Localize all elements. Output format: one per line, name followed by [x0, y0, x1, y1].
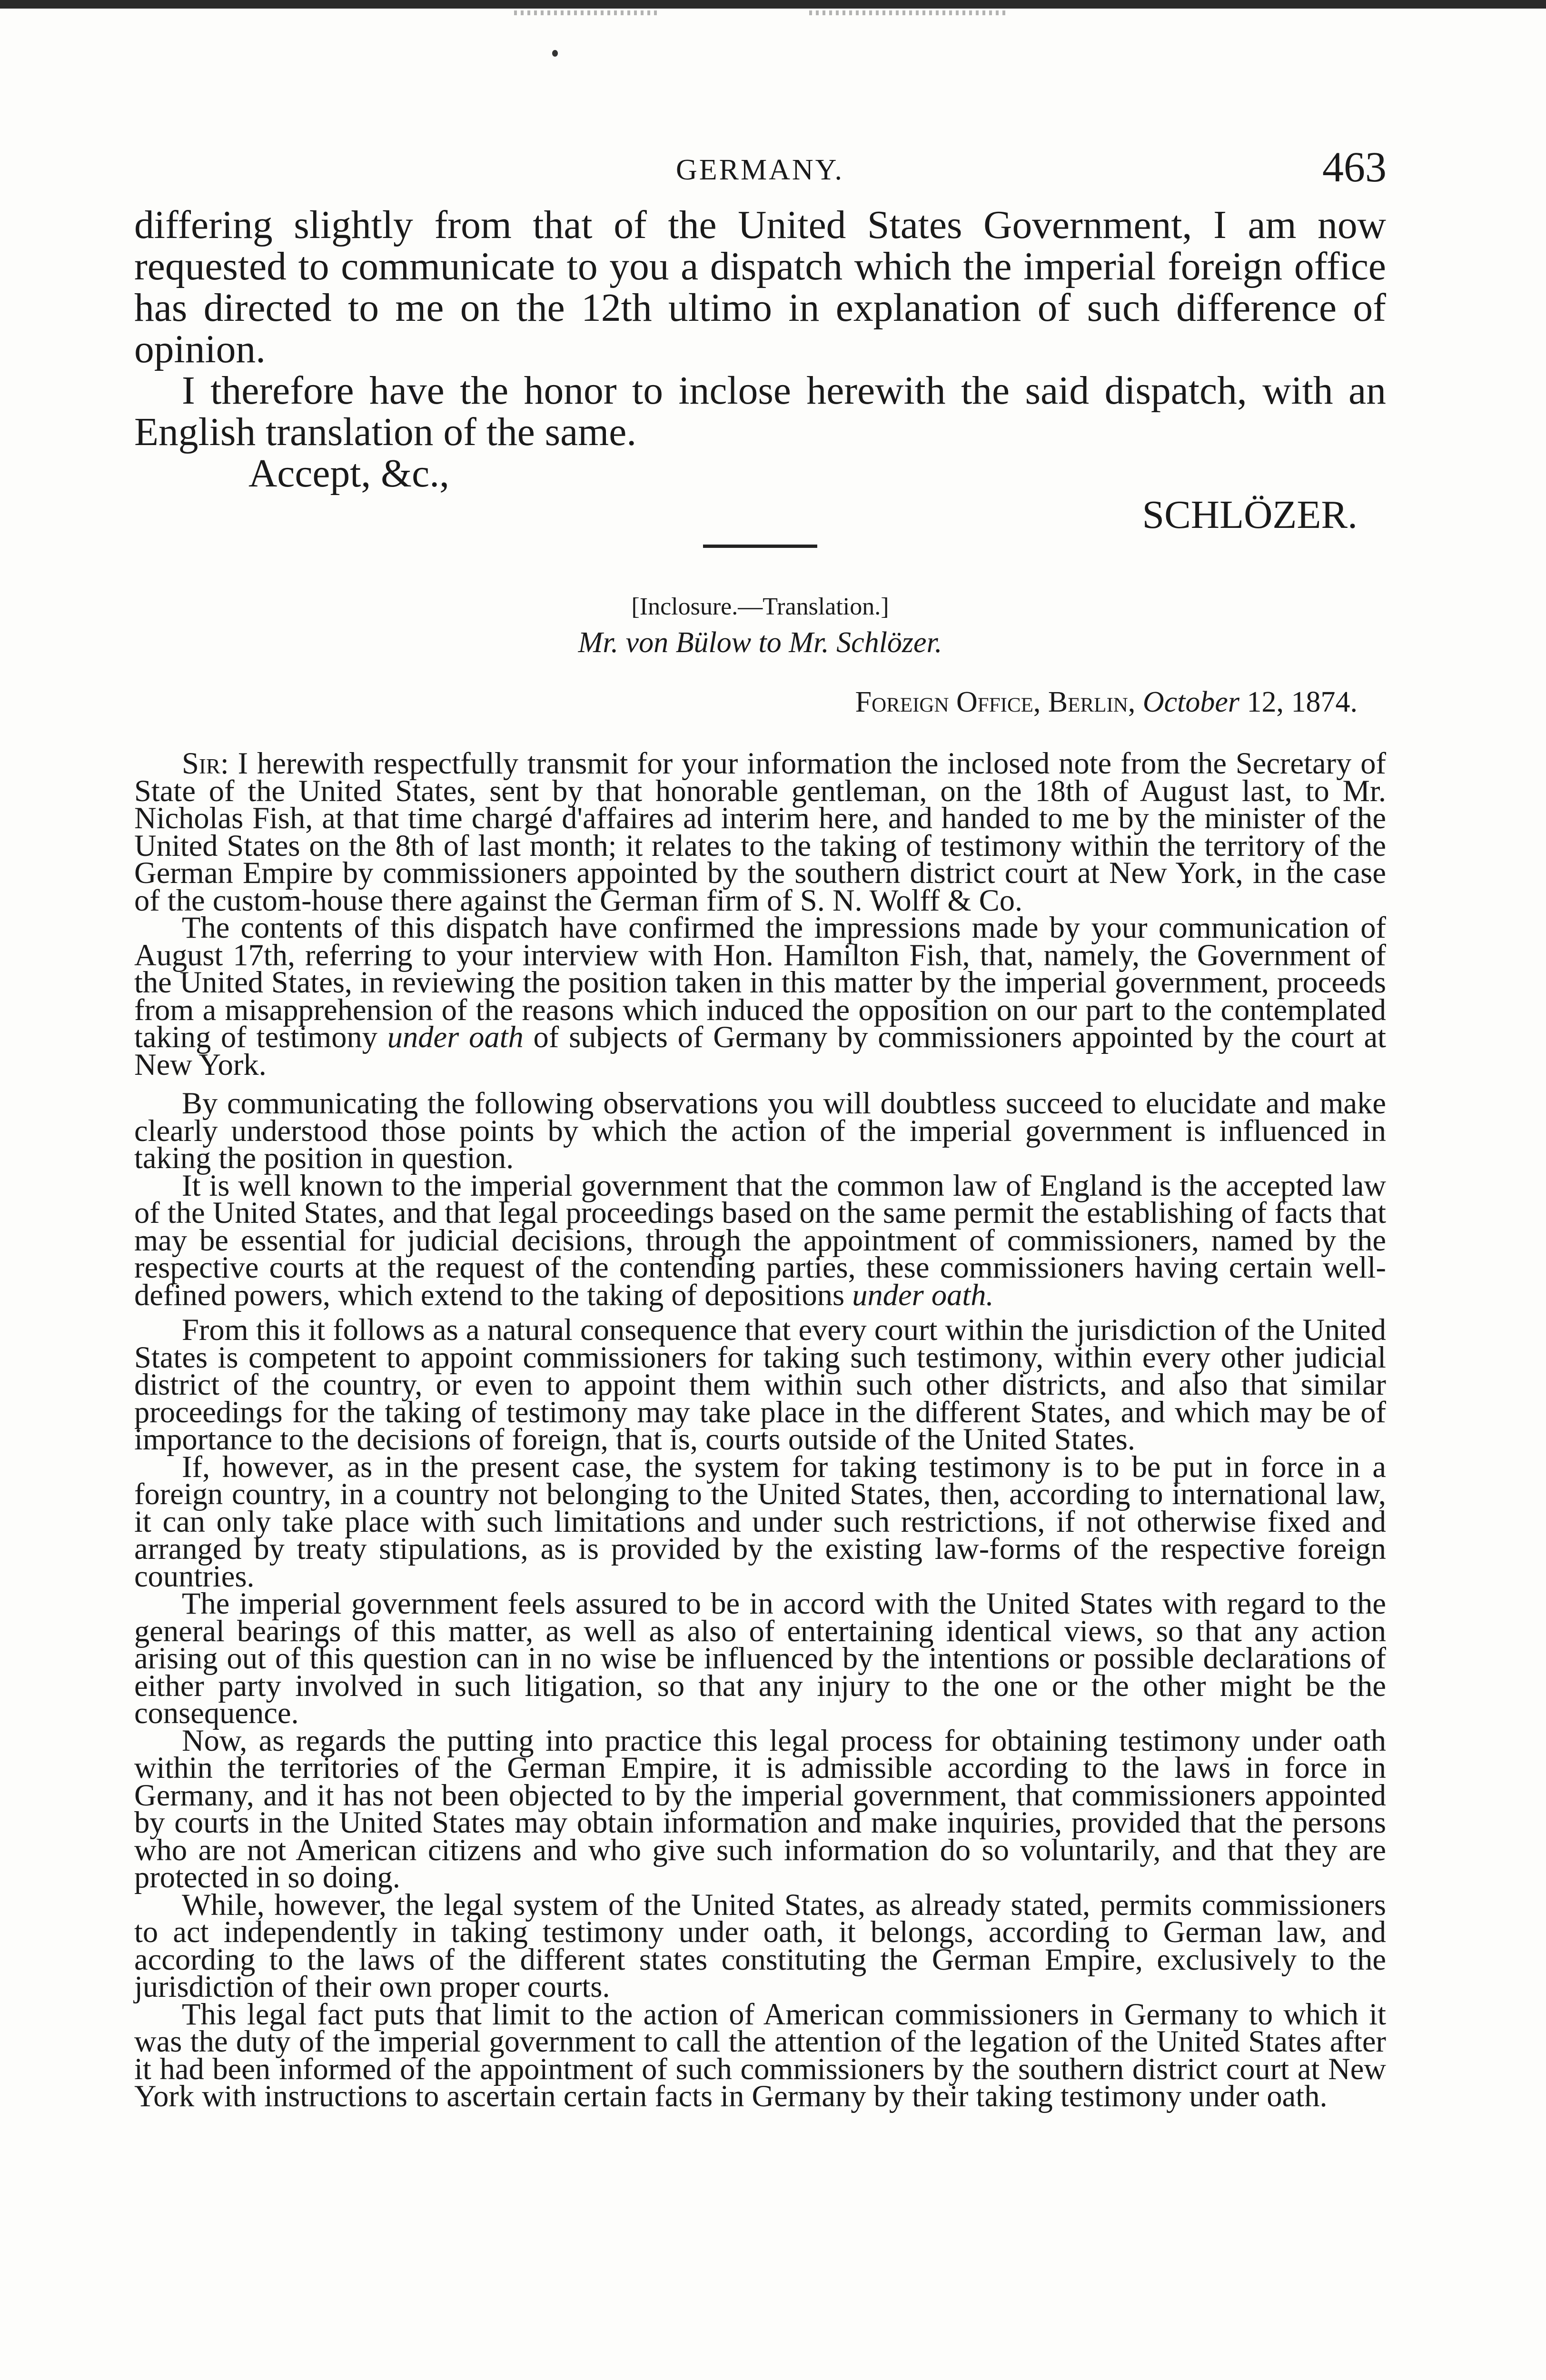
- inclosure-header: [134, 590, 1386, 719]
- dispatch-body: [134, 746, 1387, 2113]
- body-paragraph: The imperial government feels assured to be in accord with the United States with regard to the general bearings of this matter, as well as also of entertaining identical views, so that any action arising out of this question can in no wise be influenced by the intentions or possible declarations of either party involved in such litigation, so that any injury to the one or the other might be the consequence.: [134, 1587, 1386, 1730]
- body-paragraph: By communicating the following observations you will doubtless succeed to elucidate and make clearly understood those points by which the action of the imperial government is influenced in taking the position in question.: [134, 1086, 1386, 1175]
- body-paragraph: This legal fact puts that limit to the action of American commissioners in Germany to which it was the duty of the imperial government to call the attention of the legation of the United States after it had been informed of the appointment of such commissioners by the southern district court at New York with instructions to ascertain certain facts in Germany by their taking testimony under oath.: [134, 1997, 1386, 2113]
- body-paragraph: Now, as regards the putting into practice this legal process for obtaining testimony under oath within the territories of the German Empire, it is admissible according to the laws in force in Germany, and it has not been objected to by the imperial government, that commissioners appointed by courts in the United States may obtain information and make inquiries, provided that the persons who are not American citizens and who give such information do so voluntarily, and that they are protected in so doing.: [134, 1723, 1386, 1894]
- page-number: 463: [1322, 144, 1387, 191]
- body-text: It is well known to the imperial government that the common law of England is the accepted law of the United States, and that legal proceedings based on the same permit the establishing of facts that may be essential for judicial decisions, through the appointment of commissioners, named by the respective courts at the request of the contending parties, these commissioners having certain well-defined powers, which extend to the taking of depositions: [134, 1168, 1386, 1312]
- body-text: of subjects of Germany by commissioners appointed by the court at New York.: [134, 1020, 1387, 1081]
- ink-dot: [552, 50, 558, 57]
- dateline-place: Foreign Office, Berlin,: [855, 686, 1136, 718]
- body-paragraph: If, however, as in the present case, the system for taking testimony is to be put in force in a foreign country, in a country not belonging to the United States, then, according to international law, it can only take place with such limitations and under such restrictions, if not otherwise fixed and arranged by treaty stipulations, as is provided by the existing law-forms of the respective foreign countries.: [134, 1449, 1386, 1593]
- body-paragraph: [134, 746, 1386, 917]
- letter-closing: Accept, &c.,: [248, 452, 449, 496]
- body-paragraph: From this it follows as a natural consequence that every court within the jurisdiction of the United States is competent to appoint commissioners for taking such testimony, within every other judicial district of the country, or even to appoint them within such other districts, and also that similar proceedings for the taking of testimony may take place in the different States, and which may be of importance to the decisions of foreign, that is, courts outside of the United States.: [134, 1313, 1386, 1456]
- body-paragraph: While, however, the legal system of the United States, as already stated, permits commissioners to act independently in taking testimony under oath, it belongs, according to German law, and according to the laws of the different states constituting the German Empire, exclusively to the jurisdiction of their own proper courts.: [134, 1887, 1386, 2003]
- letter-signature: SCHLÖZER.: [1142, 493, 1358, 537]
- inclosure-title: [134, 624, 1386, 662]
- body-paragraph: [134, 911, 1387, 1081]
- emphasis: under oath: [387, 1020, 524, 1054]
- running-head: GERMANY.: [676, 154, 844, 186]
- emphasis: under oath.: [852, 1278, 994, 1312]
- scan-noise: [514, 10, 657, 15]
- body-text: : I herewith respectfully transmit for your information the inclosed note from the Secretary of State of the United States, sent by that honorable gentleman, on the 18th of August last, to Mr. Nicholas Fish, at that time chargé d'affaires ad interim here, and handed to me by the minister of the United States on the 8th of last month; it relates to the taking of testimony within the territory of the German Empire by commissioners appointed by the southern district court at New York, in the case of the custom-house there against the German firm of S. N. Wolff & Co.: [134, 746, 1386, 917]
- dateline-month: October: [1142, 686, 1239, 718]
- salutation: Sir: [182, 746, 220, 780]
- inclosure-label: [Inclosure.—Translation.]: [631, 593, 889, 620]
- dateline-day-year: 12, 1874.: [1247, 686, 1358, 718]
- scan-top-edge: [0, 0, 1546, 9]
- letter-section: [134, 205, 1386, 548]
- body-text: The contents of this dispatch have confirmed the impressions made by your communication of August 17th, referring to your interview with Hon. Hamilton Fish, that, namely, the Government of the United States, in reviewing the position taken in this matter by the imperial government, proceeds from a misapprehension of the reasons which induced the opposition on our part to the contemplated taking of testimony: [134, 911, 1386, 1054]
- dateline: [134, 685, 1386, 719]
- scan-noise: [809, 10, 1009, 15]
- section-rule: [703, 545, 817, 548]
- letter-paragraph: I therefore have the honor to inclose herewith the said dispatch, with an English translation of the same.: [134, 369, 1386, 454]
- body-paragraph: [134, 1168, 1386, 1312]
- letter-paragraph: differing slightly from that of the United States Government, I am now requested to communicate to you a dispatch which the imperial foreign office has directed to me on the 12th ultimo in explanation of such difference of opinion.: [134, 203, 1386, 371]
- inclosure-title-text: Mr. von Bülow to Mr. Schlözer.: [578, 626, 942, 659]
